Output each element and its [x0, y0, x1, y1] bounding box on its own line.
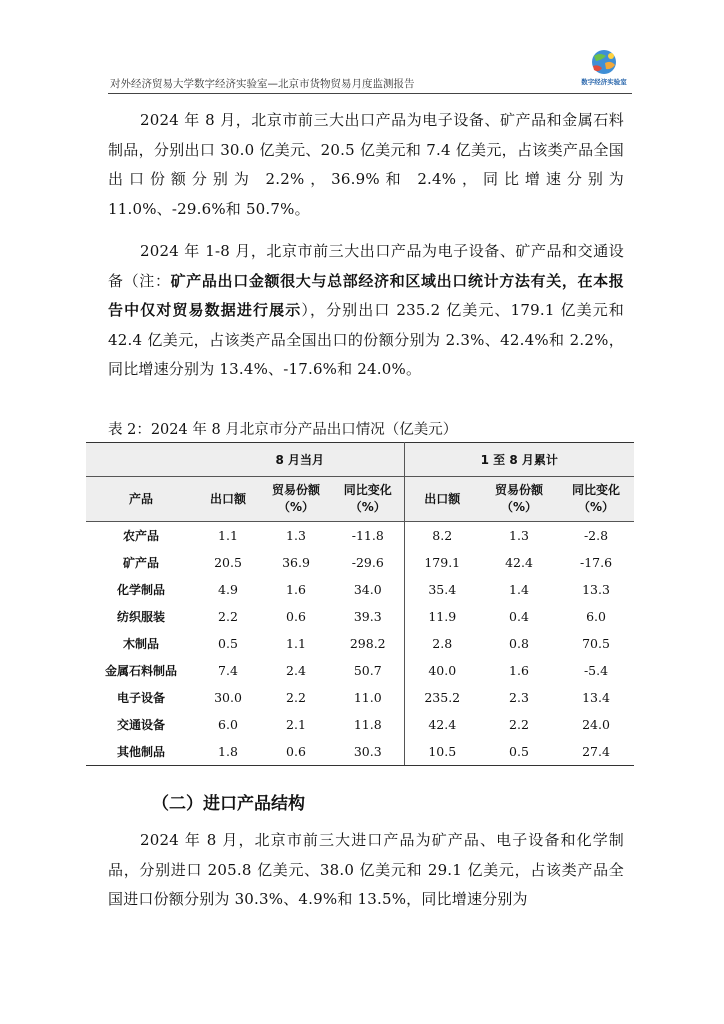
- cell-month-yoy: 298.2: [332, 630, 404, 657]
- table-row: [86, 603, 634, 630]
- cell-ytd-yoy: 27.4: [558, 738, 634, 766]
- header-text: 对外经济贸易大学数字经济实验室—北京市货物贸易月度监测报告: [110, 78, 415, 90]
- group-header-month: 8 月当月: [196, 443, 404, 477]
- cell-ytd-share: 1.6: [509, 663, 529, 678]
- product-name: 金属石料制品: [104, 664, 177, 678]
- cell-ytd-export: 235.2: [424, 690, 461, 705]
- paragraph-text: ），分别出口 235.2 亿美元、179.1 亿美元和 42.4 亿美元，占该类产品全国出口的份额分别为 2.3%、42.4%和 2.2%，同比增速分别为 13.4%、-17.6%和 24.0%。: [108, 301, 625, 378]
- cell-ytd-share: 2.3: [509, 690, 529, 705]
- cell-month-yoy: 50.7: [332, 657, 404, 684]
- column-header-share: 贸易份额 （%）: [260, 477, 332, 522]
- column-header-product: 产品: [86, 477, 196, 522]
- cell-ytd-share: 1.3: [509, 528, 529, 543]
- paragraph-ytd-exports: [108, 237, 624, 385]
- header-divider: [108, 93, 632, 94]
- table-row: [86, 630, 634, 657]
- product-name: 化学制品: [116, 583, 165, 597]
- logo-text: 数字经济实验室: [581, 78, 627, 86]
- table-row: [86, 684, 634, 711]
- table-body: [86, 522, 634, 766]
- cell-month-share: 0.6: [286, 609, 306, 624]
- product-name: 矿产品: [122, 556, 159, 570]
- paragraph-text: 2024 年 1-8 月，北京市前三大出口产品为电子设备、矿产品和交通设备（注：: [108, 242, 624, 290]
- cell-month-export: 30.0: [214, 690, 242, 705]
- cell-month-share: 2.2: [286, 690, 306, 705]
- cell-month-share: 1.1: [286, 636, 306, 651]
- column-header-share: 贸易份额 （%）: [480, 477, 558, 522]
- cell-ytd-share: 0.5: [480, 738, 558, 766]
- column-header-yoy: 同比变化 （%）: [332, 477, 404, 522]
- cell-month-yoy: -29.6: [332, 549, 404, 576]
- lab-logo: [578, 48, 630, 90]
- paragraph-monthly-exports: 2024 年 8 月，北京市前三大出口产品为电子设备、矿产品和金属石料制品，分别出口 30.0 亿美元、20.5 亿美元和 7.4 亿美元，占该类产品全国出口份额分别为 2.2%，36.9%和 2.4%，同比增速分别为 11.0%、-29.6%和 50.7%。: [108, 111, 624, 218]
- cell-month-share: 2.4: [286, 663, 306, 678]
- cell-ytd-export: 179.1: [424, 555, 461, 570]
- cell-ytd-export: 2.8: [432, 636, 453, 651]
- cell-ytd-yoy: 6.0: [586, 609, 606, 624]
- section-heading: （二）进口产品结构: [152, 794, 305, 814]
- table-row: [86, 576, 634, 603]
- table-row: [86, 522, 634, 550]
- cell-month-yoy: -11.8: [332, 522, 404, 550]
- product-name: 电子设备: [116, 691, 165, 705]
- cell-ytd-yoy: -5.4: [583, 663, 609, 678]
- table-row: [86, 711, 634, 738]
- cell-month-export: 7.4: [218, 663, 238, 678]
- cell-ytd-yoy: 24.0: [582, 717, 610, 732]
- column-header-yoy: 同比变化 （%）: [558, 477, 634, 522]
- bold-note: 矿产品出口金额很大与总部经济和区域出口统计方法有关，在本报告中仅对贸易数据进行展示: [108, 271, 624, 319]
- cell-ytd-export: 42.4: [428, 717, 457, 732]
- table-caption: 表 2：2024 年 8 月北京市分产品出口情况（亿美元）: [108, 422, 458, 438]
- cell-ytd-export: 8.2: [432, 528, 453, 543]
- cell-month-export: 1.8: [196, 738, 260, 766]
- table-corner: [86, 443, 196, 477]
- cell-month-yoy: 39.3: [332, 603, 404, 630]
- cell-month-yoy: 30.3: [332, 738, 404, 766]
- table-row: [86, 738, 634, 766]
- cell-ytd-yoy: -17.6: [579, 555, 613, 570]
- cell-month-export: 20.5: [214, 555, 242, 570]
- cell-ytd-share: 0.4: [509, 609, 529, 624]
- cell-ytd-yoy: -2.8: [583, 528, 609, 543]
- product-name: 木制品: [122, 637, 159, 651]
- cell-ytd-share: 0.8: [509, 636, 529, 651]
- cell-month-export: 2.2: [218, 609, 238, 624]
- cell-month-export: 4.9: [218, 582, 238, 597]
- cell-ytd-yoy: 70.5: [582, 636, 610, 651]
- globe-icon: [578, 48, 630, 78]
- table-row: [86, 657, 634, 684]
- cell-month-yoy: 11.8: [332, 711, 404, 738]
- page-header: [100, 46, 630, 94]
- cell-ytd-yoy: 13.3: [582, 582, 610, 597]
- cell-ytd-export: 35.4: [428, 582, 457, 597]
- export-table: [86, 442, 634, 766]
- cell-ytd-yoy: 13.4: [582, 690, 610, 705]
- table-row: [86, 549, 634, 576]
- product-name: 农产品: [122, 529, 159, 543]
- product-name: 交通设备: [116, 718, 165, 732]
- column-header-export: 出口额: [404, 477, 480, 522]
- cell-ytd-export: 10.5: [404, 738, 480, 766]
- cell-ytd-share: 2.2: [509, 717, 529, 732]
- cell-month-export: 0.5: [218, 636, 238, 651]
- cell-month-share: 2.1: [286, 717, 306, 732]
- cell-month-yoy: 34.0: [332, 576, 404, 603]
- paragraph-monthly-imports: 2024 年 8 月，北京市前三大进口产品为矿产品、电子设备和化学制品，分别进口 205.8 亿美元、38.0 亿美元和 29.1 亿美元，占该类产品全国进口份额分别为 30.3%、4.9%和 13.5%，同比增速分别为: [108, 831, 624, 908]
- cell-ytd-export: 11.9: [428, 609, 457, 624]
- cell-month-export: 6.0: [218, 717, 238, 732]
- cell-month-share: 1.6: [286, 582, 306, 597]
- cell-ytd-share: 42.4: [505, 555, 533, 570]
- cell-month-share: 1.3: [286, 528, 306, 543]
- cell-month-yoy: 11.0: [332, 684, 404, 711]
- cell-month-share: 0.6: [260, 738, 332, 766]
- cell-ytd-share: 1.4: [509, 582, 529, 597]
- product-name: 其他制品: [86, 738, 196, 766]
- group-header-ytd: 1 至 8 月累计: [404, 443, 634, 477]
- cell-month-share: 36.9: [282, 555, 310, 570]
- cell-ytd-export: 40.0: [428, 663, 457, 678]
- product-name: 纺织服装: [116, 610, 165, 624]
- cell-month-export: 1.1: [218, 528, 238, 543]
- column-header-export: 出口额: [196, 477, 260, 522]
